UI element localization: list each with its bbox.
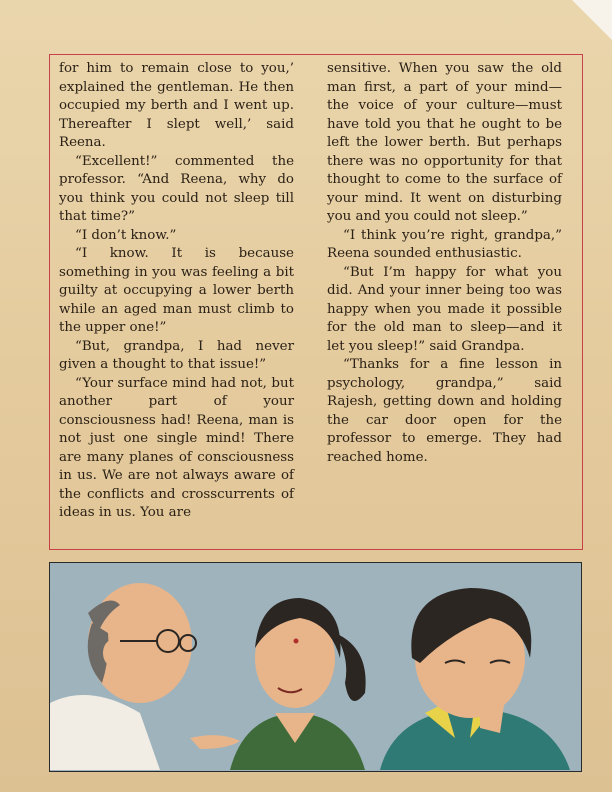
- story-paragraph: sensitive. When you saw the old man first, a part of your mind—the voice of your culture—must have told you that he ought to be left the lower berth. But perhaps there was no opportunity for that thought to come to the surface of your mind. It went on disturbing you and you could not sleep.”: [327, 61, 562, 224]
- story-column-left: [59, 60, 294, 523]
- story-paragraph: “But I’m happy for what you did. And your inner being too was happy when you made it possible for the old man to sleep—and it let you sleep!” said Grandpa.: [327, 264, 562, 354]
- story-column-right: [327, 60, 562, 467]
- illustration-svg: [50, 563, 580, 770]
- story-paragraph: “Thanks for a fine lesson in psychology, grandpa,” said Rajesh, getting down and holding the car door open for the professor to emerge. They had reached home.: [327, 357, 562, 465]
- story-paragraph: “Your surface mind had not, but another part of your consciousness had! Reena, man is not just one single mind! There are many planes of consciousness in us. We are not always aware of the conflicts and crosscurrents of ideas in us. You are: [59, 375, 294, 520]
- story-paragraph: “But, grandpa, I had never given a thought to that issue!”: [59, 338, 294, 372]
- story-paragraph: “Excellent!” commented the professor. “And Reena, why do you think you could not sleep till that time?”: [59, 153, 294, 224]
- torn-corner: [572, 0, 612, 40]
- story-paragraph: “I think you’re right, grandpa,” Reena sounded enthusiastic.: [327, 227, 562, 261]
- story-illustration: [49, 562, 582, 772]
- story-paragraph: “I know. It is because something in you was feeling a bit guilty at occupying a lower berth while an aged man must climb to the upper one!”: [59, 246, 294, 335]
- story-paragraph: for him to remain close to you,’ explained the gentleman. He then occupied my berth and I went up. Thereafter I slept well,’ said Reena.: [59, 61, 294, 150]
- story-paragraph: “I don’t know.”: [75, 227, 177, 243]
